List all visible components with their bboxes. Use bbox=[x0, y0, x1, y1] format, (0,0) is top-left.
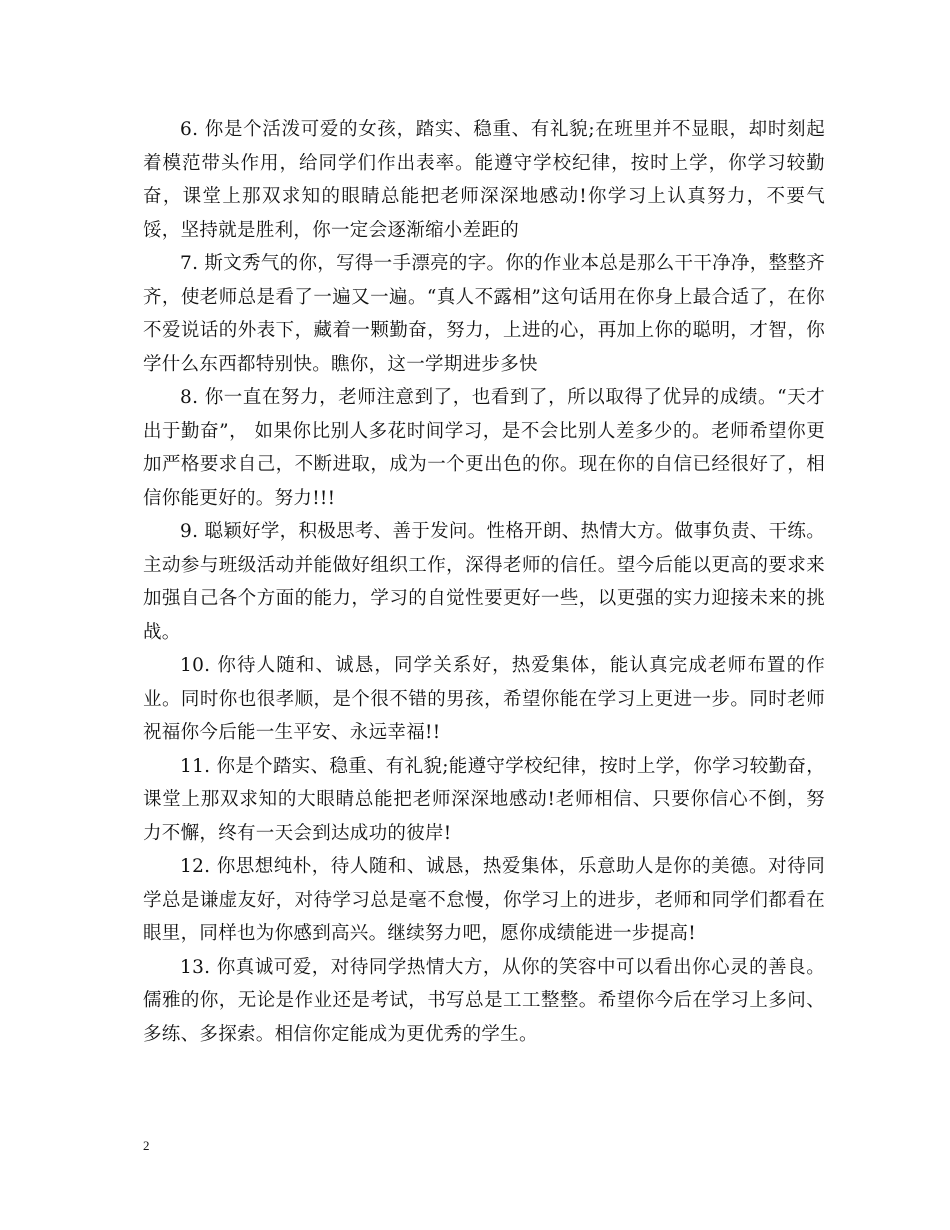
paragraph-comment-13: 13. 你真诚可爱，对待同学热情大方，从你的笑容中可以看出你心灵的善良。儒雅的你，无论是作业还是考试，书写总是工工整整。希望你今后在学习上多问、多练、多探索。相信你定能成为更优秀的学生。 bbox=[143, 956, 825, 1045]
paragraph-comment-10: 10. 你待人随和、诚恳，同学关系好，热爱集体，能认真完成老师布置的作业。同时你也很孝顺，是个很不错的男孩，希望你能在学习上更进一步。同时老师祝福你今后能一生平安、永远幸福!! bbox=[143, 655, 825, 743]
paragraph-comment-8: 8. 你一直在努力，老师注意到了，也看到了，所以取得了优异的成绩。“天才出于勤奋”， 如果你比别人多花时间学习，是不会比别人差多少的。老师希望你更加严格要求自己，不断进取，成为一个更出色的你。现在你的自信已经很好了，相信你能更好的。努力!!! bbox=[143, 387, 825, 509]
paragraph-comment-6: 6. 你是个活泼可爱的女孩，踏实、稳重、有礼貌;在班里并不显眼，却时刻起着模范带头作用，给同学们作出表率。能遵守学校纪律，按时上学，你学习较勤奋，课堂上那双求知的眼睛总能把老师深深地感动!你学习上认真努力，不要气馁，坚持就是胜利，你一定会逐渐缩小差距的 bbox=[143, 119, 825, 241]
paragraph-comment-11: 11. 你是个踏实、稳重、有礼貌;能遵守学校纪律，按时上学，你学习较勤奋，课堂上那双求知的大眼睛总能把老师深深地感动!老师相信、只要你信心不倒，努力不懈，终有一天会到达成功的彼岸! bbox=[143, 755, 825, 844]
page-number: 2 bbox=[143, 1138, 150, 1153]
paragraph-comment-7: 7. 斯文秀气的你，写得一手漂亮的字。你的作业本总是那么干干净净，整整齐齐，使老师总是看了一遍又一遍。“真人不露相”这句话用在你身上最合适了，在你不爱说话的外表下，藏着一颗勤奋，努力，上进的心，再加上你的聪明，才智，你学什么东西都特别快。瞧你，这一学期进步多快 bbox=[143, 253, 825, 375]
document-body bbox=[143, 113, 825, 1051]
paragraph-comment-12: 12. 你思想纯朴，待人随和、诚恳，热爱集体，乐意助人是你的美德。对待同学总是谦虚友好，对待学习总是毫不怠慢，你学习上的进步，老师和同学们都看在眼里，同样也为你感到高兴。继续努力吧，愿你成绩能进一步提高! bbox=[143, 856, 825, 944]
paragraph-comment-9: 9. 聪颖好学，积极思考、善于发问。性格开朗、热情大方。做事负责、干练。主动参与班级活动并能做好组织工作，深得老师的信任。望今后能以更高的要求来加强自己各个方面的能力，学习的自觉性要更好一些，以更强的实力迎接未来的挑战。 bbox=[143, 521, 825, 643]
